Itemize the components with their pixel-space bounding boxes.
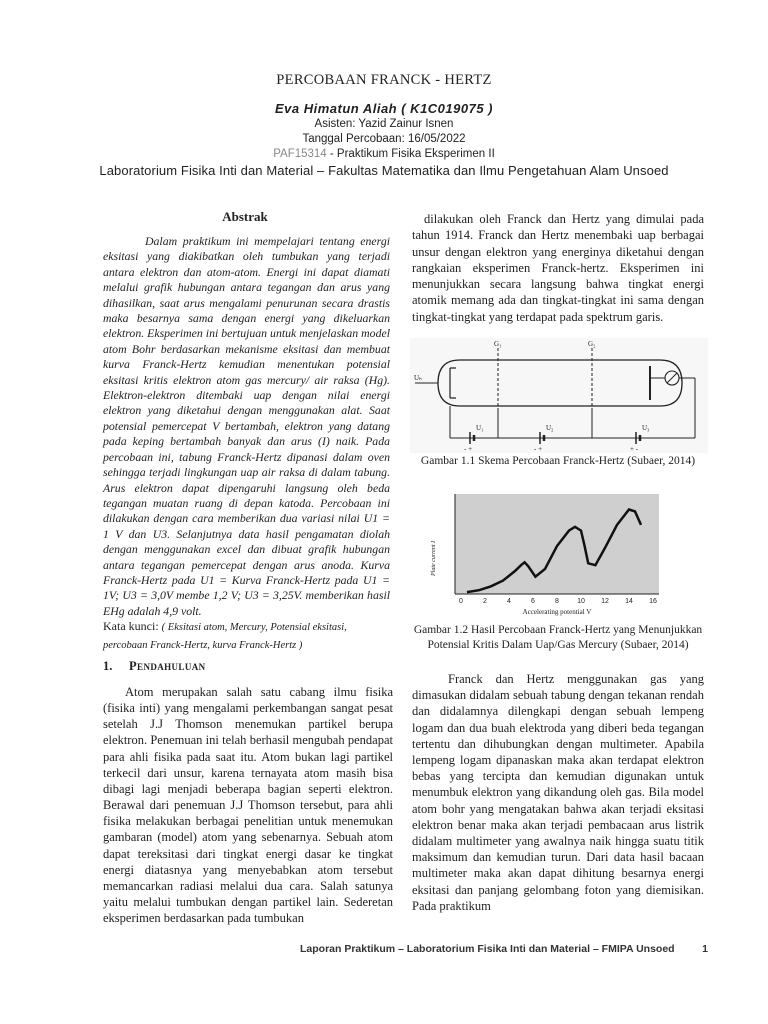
abstract-heading: Abstrak: [222, 209, 268, 224]
x-tick-14: 14: [625, 598, 633, 605]
x-tick-16: 16: [649, 598, 657, 605]
right-column-top-text: dilakukan oleh Franck dan Hertz yang dimulai pada tahun 1914. Franck dan Hertz menembaki uap berbagai unsur dengan elektron yang energinya diketahui dengan rangkaian eksperimen Franck-hertz. Eksperimen ini menunjukkan secara langsung bahwa tingkat energi atomik memang ada dan tingkat-tingkat ini sama dengan tingkat-tingkat yang terdapat pada spektrum garis.: [412, 212, 704, 324]
figure-1-caption: Gambar 1.1 Skema Percobaan Franck-Hertz (Subaer, 2014): [420, 455, 696, 467]
x-axis-label: Accelerating potential V: [522, 608, 592, 616]
x-tick-8: 8: [555, 598, 559, 605]
label-u2: U₂: [546, 424, 554, 432]
paper-title: PERCOBAAN FRANCK - HERTZ: [276, 72, 492, 88]
keywords-label: Kata kunci:: [103, 619, 162, 633]
figure-1-background: [410, 338, 708, 453]
figure-1-schematic: [410, 338, 708, 453]
page-number: 1: [702, 943, 708, 955]
figure-2-chart: [425, 488, 665, 616]
label-u1: U₁: [476, 424, 484, 432]
course-line: [0, 148, 768, 160]
x-tick-10: 10: [577, 598, 585, 605]
figure-2-caption: Gambar 1.2 Hasil Percobaan Franck-Hertz yang Menunjukkan Potensial Kritis Dalam Uap/Gas Mercury (Subaer, 2014): [413, 624, 703, 651]
y-axis-label: Plate current I: [431, 540, 437, 576]
right-column-bottom-text: Franck dan Hertz menggunakan gas yang dimasukan didalam sebuah tabung dengan tekanan rendah dan didalamnya dilengkapi dengan sebuah lempeng logam dan dua buah elektroda yang diberi beda tegangan tertentu dan dihubungkan dengan multimeter. Apabila lempeng logam dipanaskan maka akan terdapat elektron bebas yang tercipta dan kemudian digunakan untuk menumbuk elektron yang dikandung oleh gas. Bila model atom bohr yang mengatakan bahwa akan terjadi eksitasi elektron benar maka akan terjadi pembacaan arus listrik didalam multimeter yang awalnya naik hingga suatu titik maksimum dan kemudian turun. Dari data hasil bacaan multimeter maka akan dapat dihitung besarnya energi eksitasi dan panjang gelombang foton yang diemisikan. Pada praktikum: [412, 672, 704, 913]
keywords-values: ( Eksitasi atom, Mercury, Potensial eksitasi, percobaan Franck-Hertz, kurva Franck-Hertz ): [103, 622, 347, 651]
label-g1: G₁: [494, 340, 502, 348]
label-u3: U₃: [642, 424, 650, 432]
page-footer: [300, 943, 708, 955]
label-uh: Uₕ: [414, 374, 422, 382]
author-line: Eva Himatun Aliah ( K1C019075 ): [274, 101, 494, 116]
assistant-line: Asisten: Yazid Zainur Isnen: [314, 118, 454, 130]
introduction-body: Atom merupakan salah satu cabang ilmu fisika (fisika inti) yang mengalami perkembangan sangat pesat setelah J.J Thomson menemukan partikel berupa elektron. Penemuan ini telah berhasil mengubah pendapat para ahli fisika pada saat itu. Atom bukan lagi partikel terkecil dari unsur, karena ternayata atom masih bisa dibagi lagi menjadi beberapa bagian seperti elektron. Berawal dari penemuan J.J Thomson tersebut, para ahli fisika melakukan berbagai penelitian untuk menemukan gambaran (model) atom yang sebenarnya. Sebuah atom dapat tereksitasi dari tingkat energi dasar ke tingkat energi diatasnya yang menyebabkan atom tersebut memancarkan radiasi melalui dua cara. Salah satunya yaitu melalui tumbukan dengan partikel lain. Sederetan eksperimen berdasarkan pada tumbukan: [103, 685, 393, 926]
label-g2: G₂: [588, 340, 596, 348]
course-code: PAF15314: [273, 148, 327, 160]
section-number: 1.: [103, 659, 113, 673]
x-tick-0: 0: [459, 598, 463, 605]
x-tick-6: 6: [531, 598, 535, 605]
date-line: Tanggal Percobaan: 16/05/2022: [302, 133, 466, 145]
footer-text: Laporan Praktikum – Laboratorium Fisika Inti dan Material – FMIPA Unsoed: [300, 943, 675, 955]
keywords: [103, 618, 393, 654]
section-title: Pendahuluan: [129, 659, 206, 673]
label-sign-2: - +: [534, 445, 543, 453]
course-name: - Praktikum Fisika Eksperimen II: [326, 148, 495, 160]
x-tick-4: 4: [507, 598, 511, 605]
section-heading: [103, 659, 393, 674]
lab-affiliation: Laboratorium Fisika Inti dan Material – Fakultas Matematika dan Ilmu Pengetahuan Alam Unsoed: [99, 163, 669, 178]
abstract-body: Dalam praktikum ini mempelajari tentang energi eksitasi yang diakibatkan oleh tumbukan yang terjadi antara elektron dan atom-atom. Energi ini dapat diamati melalui grafik hubungan antara tegangan dan arus yang dihasilkan, saat arus mengalami penurunan secara drastis maka besarnya sama dengan energi yang dikeluarkan elektron. Eksperimen ini bertujuan untuk menjelaskan model atom Bohr berdasarkan mekanisme eksitasi dan membuat kurva Franck-Hertz kemudian menentukan potensial eksitasi kritis elektron atom gas mercury/ air raksa (Hg). Elektron-elektron ditembaki uap dengan nilai energi elektron yang diketahui dengan menggunakan alat. Saat potensial pemercepat V bertambah, elektron yang datang pada keping bertambah banyak dan arus (I) naik. Pada percobaan ini, tabung Franck-Hertz dipanasi dalam oven sehingga terjadi lingkungan uap air raksa di dalam tabung. Arus elektron dapat dipengaruhi langsung oleh beda tegangan muatan ruang di depan katoda. Percobaan ini dilakukan dengan cara memberikan dua variasi nilai U1 = 1 V dan U3. Selanjutnya data hasil pengamatan diolah dengan menggunakan excel dan dibuat grafik hubungan antara tegangan pemercepat dengan arus anoda. Kurva Franck-Hertz pada U1 = Kurva Franck-Hertz pada U1 = 1V; U3 = 3,0V membe 1,2 V; U3 = 3,25V. memberikan hasil EHg adalah 4,9 volt.: [103, 234, 390, 618]
label-sign-3: + -: [630, 445, 639, 453]
label-sign-1: - +: [464, 445, 473, 453]
x-tick-2: 2: [483, 598, 487, 605]
x-tick-12: 12: [601, 598, 609, 605]
